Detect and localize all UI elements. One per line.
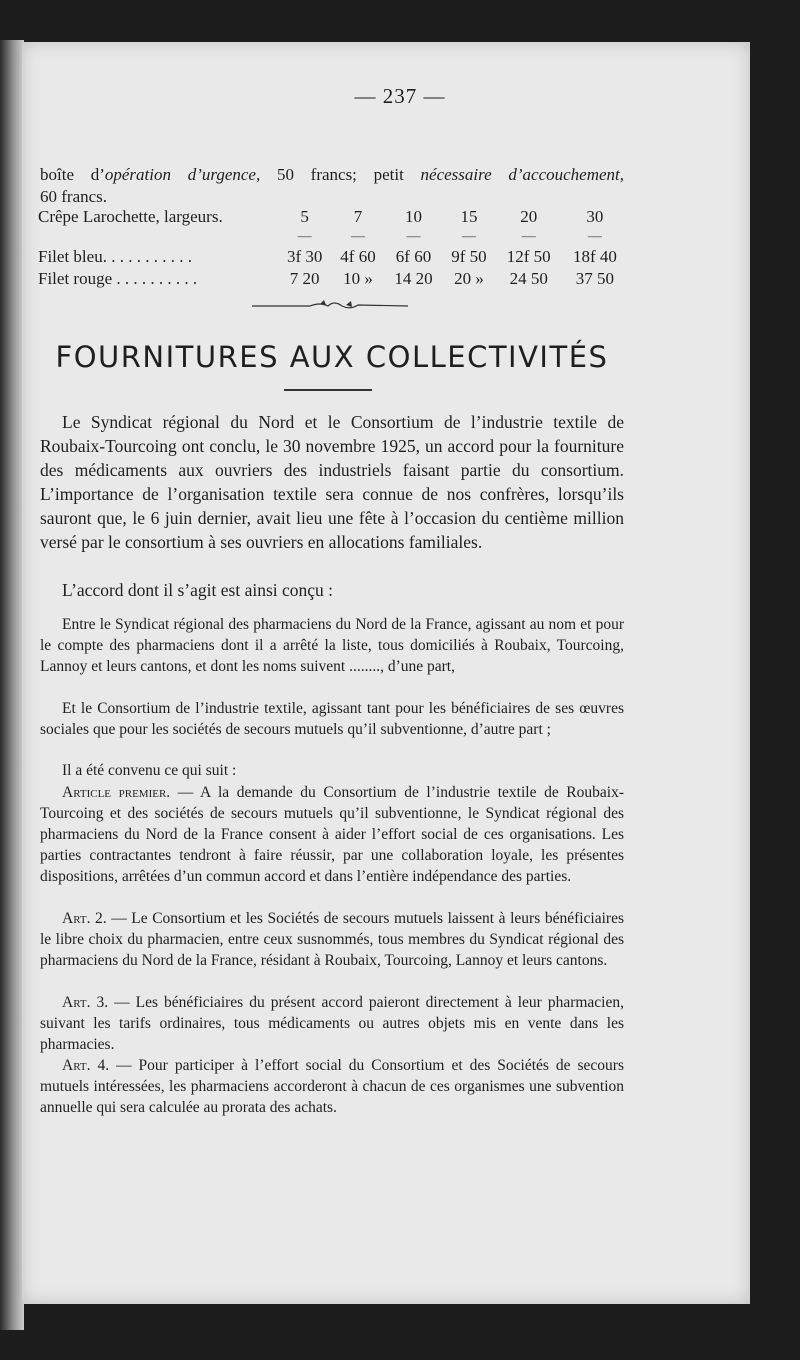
dash-cell: — bbox=[406, 229, 421, 244]
price-cell: 18f 40 bbox=[572, 247, 617, 266]
price-cell: 6f 60 bbox=[395, 247, 432, 266]
width-cell: 5 bbox=[300, 207, 309, 226]
price-dash-row bbox=[38, 228, 628, 246]
article-label: Art. 2. bbox=[62, 910, 107, 927]
top-line-1-c: 50 francs; petit bbox=[260, 165, 421, 184]
price-cell: 7 20 bbox=[289, 269, 320, 288]
intro-paragraph: Le Syndicat régional du Nord et le Consortium de l’industrie textile de Roubaix-Tourcoing ont conclu, le 30 novembre 1925, un accord pour la fourniture des médicaments aux ouvriers des industriels faisant partie du consortium. L’importance de l’organisation textile sera connue de nos confrères, lorsqu’ils sauront que, le 6 juin dernier, avait lieu une fête à l’occasion du centième million versé par le consortium à ses ouvriers en allocations familiales. bbox=[40, 412, 624, 552]
price-cell: 4f 60 bbox=[340, 247, 376, 266]
dash-cell: — bbox=[297, 229, 312, 244]
section-heading: FOURNITURES AUX COLLECTIVITÉS bbox=[55, 340, 609, 374]
article-text: — Pour participer à l’effort social du Consortium et des Sociétés de secours mutuels intéressées, les pharmaciens accorderont à chacun de ces organismes une subvention annuelle qui sera calculée au prorata des achats. bbox=[40, 1057, 624, 1116]
dash-cell: — bbox=[587, 229, 602, 244]
price-cell: 12f 50 bbox=[506, 247, 551, 266]
top-line-1-b: opération d’urgence, bbox=[104, 165, 261, 184]
article-2 bbox=[40, 908, 624, 971]
dash-cell: — bbox=[521, 229, 536, 244]
price-cell: 10 » bbox=[343, 269, 373, 288]
article-label: Art. 4. bbox=[62, 1057, 110, 1074]
price-header-row bbox=[38, 206, 628, 228]
width-cell: 30 bbox=[586, 207, 604, 226]
price-header-label: Crêpe Larochette, largeurs. bbox=[38, 207, 223, 226]
intro-paragraph-2: L’accord dont il s’agit est ainsi conçu : bbox=[62, 580, 334, 600]
top-line-1 bbox=[40, 164, 624, 186]
price-cell: 9f 50 bbox=[451, 247, 487, 266]
top-line-1-d: nécessaire d’accouchement, bbox=[420, 165, 625, 184]
price-table bbox=[38, 206, 628, 290]
article-text: — Les bénéficiaires du présent accord paieront directement à leur pharmacien, suivant les tarifs ordinaires, tous médicaments ou autres objets mis en vente dans les pharmacies. bbox=[40, 994, 624, 1053]
article-text: — A la demande du Consortium de l’industrie textile de Roubaix-Tourcoing et des sociétés de secours mutuels qu’il subventionne, le Syndicat régional des pharmaciens du Nord de la France consent à aider l’effort social de ces organisations. Les parties contractantes tendront à faire réussir, par une collaboration loyale, les présentes dispositions, arrêtées d’un commun accord et dans l’entière indépendance des parties. bbox=[40, 784, 624, 885]
accord-paragraph-2: Et le Consortium de l’industrie textile, agissant tant pour les bénéficiaires de ses œuvres sociales que pour les sociétés de secours mutuels qu’il subventionne, d’autre part ; bbox=[40, 700, 624, 738]
width-cell: 15 bbox=[460, 207, 478, 226]
price-row-filet-rouge bbox=[38, 268, 628, 290]
price-cell: 3f 30 bbox=[286, 247, 323, 266]
article-label: Art. 3. bbox=[62, 994, 109, 1011]
row-label: Filet rouge . . . . . . . . . . bbox=[38, 269, 198, 288]
article-4 bbox=[40, 1055, 624, 1118]
width-cell: 20 bbox=[520, 207, 538, 226]
top-line-1-a: boîte d’ bbox=[40, 165, 105, 184]
price-cell: 20 » bbox=[454, 269, 484, 288]
top-line-2: 60 francs. bbox=[40, 187, 108, 206]
article-label: Article premier. bbox=[62, 784, 171, 801]
page-edge bbox=[0, 40, 24, 1330]
heading-rule bbox=[284, 389, 372, 391]
accord-paragraph-1: Entre le Syndicat régional des pharmaciens du Nord de la France, agissant au nom et pour le compte des pharmaciens dont il a arrêté la liste, tous domiciliés à Roubaix, Tourcoing, Lannoy et leurs cantons, et dont les noms suivent ........, d’une part, bbox=[40, 616, 624, 675]
page-number: — 237 — bbox=[354, 84, 446, 108]
accord-paragraph-3: Il a été convenu ce qui suit : bbox=[62, 762, 237, 779]
row-label: Filet bleu. . . . . . . . . . . bbox=[38, 247, 192, 266]
price-cell: 37 50 bbox=[575, 269, 615, 288]
dash-cell: — bbox=[351, 229, 366, 244]
article-text: — Le Consortium et les Sociétés de secours mutuels laissent à leurs bénéficiaires le libre choix du pharmacien, entre ceux susnommés, tous membres du Syndicat régional des pharmaciens du Nord de la France, résidant à Roubaix, Tourcoing, Lannoy et leurs cantons. bbox=[40, 910, 624, 969]
width-cell: 10 bbox=[404, 207, 422, 226]
article-1 bbox=[40, 782, 624, 887]
dash-cell: — bbox=[461, 229, 476, 244]
price-row-filet-bleu bbox=[38, 246, 628, 268]
width-cell: 7 bbox=[353, 207, 363, 226]
ornament-divider bbox=[250, 296, 410, 316]
price-cell: 24 50 bbox=[509, 269, 548, 288]
price-cell: 14 20 bbox=[394, 269, 433, 288]
article-3 bbox=[40, 992, 624, 1055]
